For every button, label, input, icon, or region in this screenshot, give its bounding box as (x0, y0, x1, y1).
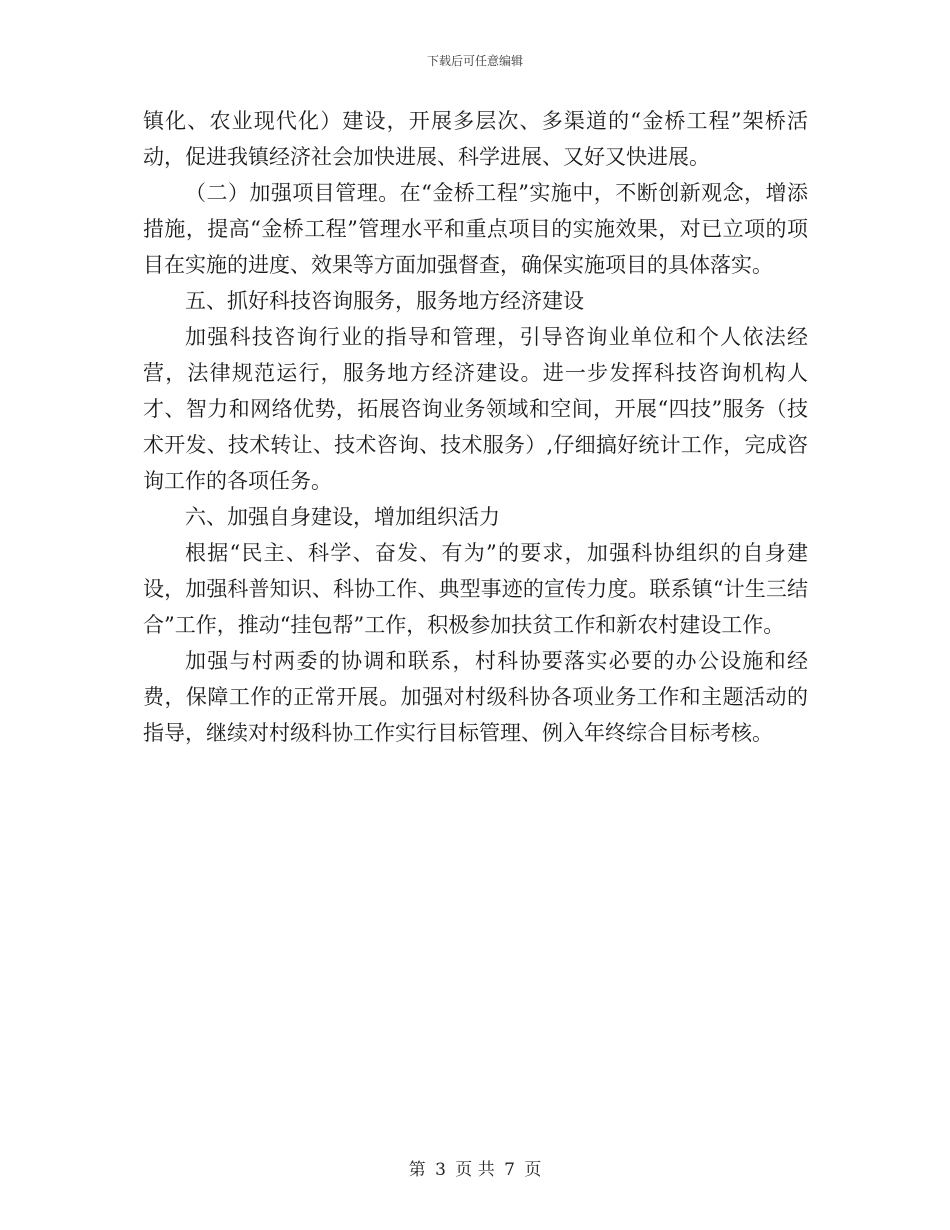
footer-current-page: 3 (435, 1160, 446, 1180)
footer-total-pages: 7 (504, 1160, 515, 1180)
page-header: 下载后可任意编辑 (426, 54, 523, 68)
section-heading-5: 五、抓好科技咨询服务，服务地方经济建设 (185, 289, 584, 313)
footer-prefix: 第 (408, 1160, 426, 1180)
footer-suffix: 页 (524, 1160, 542, 1180)
document-body (143, 103, 808, 751)
paragraph-3: 加强科技咨询行业的指导和管理，引导咨询业单位和个人依法经营，法律规范运行，服务地方经济建设。进一步发挥科技咨询机构人才、智力和网络优势，拓展咨询业务领域和空间，开展“四技”服务（技术开发、技术转让、技术咨询、技术服务）,仔细搞好统计工作，完成咨询工作的各项任务。 (143, 325, 808, 493)
page-footer (0, 1155, 950, 1180)
section-heading-6: 六、加强自身建设，增加组织活力 (185, 505, 500, 529)
paragraph-1: 镇化、农业现代化）建设，开展多层次、多渠道的“金桥工程”架桥活动，促进我镇经济社会加快进展、科学进展、又好又快进展。 (143, 109, 808, 169)
footer-middle: 页 共 (455, 1160, 495, 1180)
paragraph-4: 根据“民主、科学、奋发、有为”的要求，加强科协组织的自身建设，加强科普知识、科协工作、典型事迹的宣传力度。联系镇“计生三结合”工作，推动“挂包帮”工作，积极参加扶贫工作和新农村建设工作。 (143, 541, 808, 637)
paragraph-2: （二）加强项目管理。在“金桥工程”实施中，不断创新观念，增添措施，提高“金桥工程”管理水平和重点项目的实施效果，对已立项的项目在实施的进度、效果等方面加强督查，确保实施项目的具体落实。 (143, 181, 808, 277)
paragraph-5: 加强与村两委的协调和联系，村科协要落实必要的办公设施和经费，保障工作的正常开展。加强对村级科协各项业务工作和主题活动的指导，继续对村级科协工作实行目标管理、例入年终综合目标考核。 (143, 649, 808, 745)
